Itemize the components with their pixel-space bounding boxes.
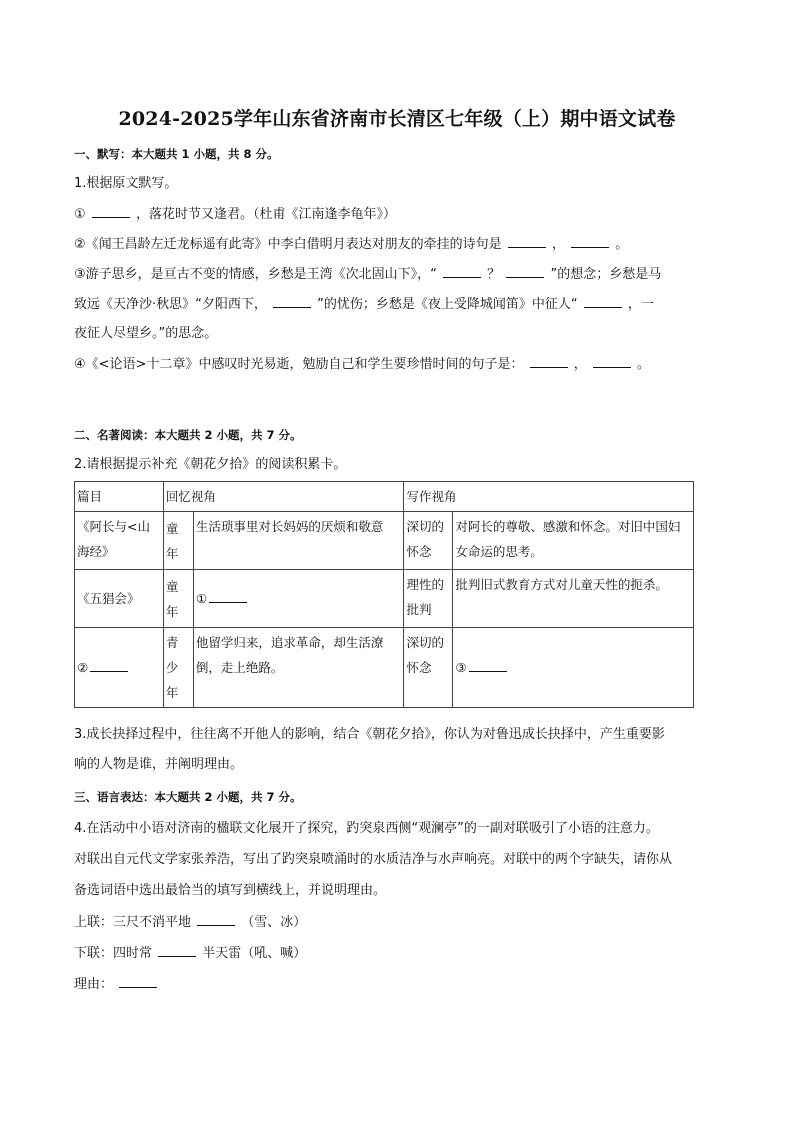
q1-line6-pre: ④《<论语>十二章》中感叹时光易逝，勉励自己和学生要珍惜时间的句子是： [74, 357, 524, 372]
table-cell [404, 570, 453, 628]
table-cell [193, 570, 404, 628]
couplet-upper [74, 913, 306, 932]
q1-line2-pre: ②《闻王昌龄左迁龙标遥有此寄》中李白借明月表达对朋友的牵挂的诗句是 [74, 237, 502, 252]
table-cell [453, 570, 694, 628]
q4-line3: 备选词语中选出最恰当的填写到横线上，并说明理由。 [74, 883, 387, 898]
table-cell [193, 628, 404, 708]
q2-stem: 2.请根据提示补充《朝花夕拾》的阅读积累卡。 [74, 457, 347, 472]
table-header-row [75, 482, 694, 512]
q1-line3-post: ”的想念；乡愁是马 [550, 267, 662, 282]
section3-heading: 三、语言表达：本大题共 2 小题，共 7 分。 [74, 790, 302, 804]
cell-text: 生活琐事里对长妈妈的厌烦和敬意 [195, 519, 384, 534]
answer-blank[interactable] [92, 205, 130, 218]
cell-text: 他留学归来，追求革命，却生活潦倒，走上绝路。 [195, 635, 384, 675]
reason-line [74, 975, 159, 994]
table-cell [404, 512, 453, 570]
answer-blank[interactable] [571, 235, 609, 248]
cell-text: ③ [455, 660, 467, 675]
answer-blank[interactable] [158, 944, 196, 957]
q1-line2 [74, 235, 628, 254]
section1-heading: 一、默写：本大题共 1 小题，共 8 分。 [74, 147, 279, 161]
cell-text: 深切的怀念 [406, 519, 444, 559]
table-row [75, 570, 694, 628]
q1-line5: 夜征人尽望乡。”的思念。 [74, 326, 218, 341]
q1-stem: 1.根据原文默写。 [74, 176, 178, 191]
couplet-lower [74, 944, 306, 963]
cell-text: 《阿长与<山海经》 [77, 519, 150, 559]
couplet-upper-post: （雪、冰） [241, 915, 307, 930]
table-cell [75, 512, 164, 570]
answer-blank[interactable] [119, 975, 157, 988]
table-cell [453, 628, 694, 708]
q3-line1: 3.成长抉择过程中，往往离不开他人的影响，结合《朝花夕拾》，你认为对鲁迅成长抉择中，产生重要影 [74, 727, 665, 742]
answer-blank[interactable] [197, 913, 235, 926]
q1-line2-mid: ， [551, 237, 565, 252]
answer-blank[interactable] [90, 659, 128, 672]
answer-blank[interactable] [593, 355, 631, 368]
table-cell [163, 512, 193, 570]
cell-text: 深切的怀念 [406, 635, 444, 675]
q4-line2: 对联出自元代文学家张养浩，写出了趵突泉喷涌时的水质洁净与水声响亮。对联中的两个字缺失，请你从 [74, 852, 673, 867]
section2-heading: 二、名著阅读：本大题共 2 小题，共 7 分。 [74, 428, 302, 442]
q1-line6-post: 。 [637, 357, 651, 372]
q1-line2-post: 。 [615, 237, 629, 252]
q1-line6 [74, 355, 650, 374]
q1-line1 [74, 205, 396, 224]
table-row [75, 512, 694, 570]
q1-line4-mid: ”的忧伤；乡愁是《夜上受降城闻笛》中征人“ [317, 297, 578, 312]
couplet-lower-pre: 下联：四时常 [74, 946, 153, 961]
table-cell [453, 512, 694, 570]
cell-text: 批判旧式教育方式对儿童天性的扼杀。 [455, 577, 668, 592]
cell-text: ① [195, 591, 208, 606]
table-cell [193, 512, 404, 570]
cell-text: 《五猖会》 [77, 591, 140, 606]
q1-line3-mid: ？ [487, 267, 501, 282]
cell-text: 青少年 [165, 635, 179, 700]
answer-blank[interactable] [273, 295, 311, 308]
cell-text: 理性的批判 [406, 577, 444, 617]
answer-blank[interactable] [506, 265, 544, 278]
q1-line4-post: ，一 [627, 297, 654, 312]
couplet-lower-post: 半天雷（吼、喊） [202, 946, 307, 961]
table-header-cell: 写作视角 [404, 482, 694, 512]
answer-blank[interactable] [584, 295, 622, 308]
cell-text: 对阿长的尊敬、感激和怀念。对旧中国妇女命运的思考。 [455, 519, 681, 559]
answer-blank[interactable] [209, 590, 247, 603]
table-cell [75, 570, 164, 628]
q4-line1: 4.在活动中小语对济南的楹联文化展开了探究，趵突泉西侧“观澜亭”的一副对联吸引了小语的注意力。 [74, 821, 659, 836]
answer-blank[interactable] [508, 235, 546, 248]
q1-line3-pre: ③游子思乡，是亘古不变的情感，乡愁是王湾《次北固山下》，“ [74, 267, 437, 282]
answer-blank[interactable] [469, 659, 507, 672]
q3-line2: 响的人物是谁，并阐明理由。 [74, 757, 244, 772]
q1-line1-post: ，落花时节又逢君。（杜甫《江南逢李龟年》） [135, 207, 396, 222]
reading-card-table [74, 481, 694, 708]
table-header-cell: 篇目 [75, 482, 164, 512]
cell-text: 童年 [165, 520, 179, 561]
table-row [75, 628, 694, 708]
reason-label: 理由： [74, 977, 114, 992]
cell-text: ② [77, 660, 89, 675]
q1-line4-pre: 致远《天净沙·秋思》“夕阳西下， [74, 297, 267, 312]
page-title: 2024-2025学年山东省济南市长清区七年级（上）期中语文试卷 [118, 108, 676, 130]
table-cell [163, 570, 193, 628]
table-cell [404, 628, 453, 708]
table-cell [75, 628, 164, 708]
answer-blank[interactable] [443, 265, 481, 278]
cell-text: 童年 [165, 578, 179, 619]
q1-line3 [74, 265, 661, 284]
q1-line1-pre: ① [74, 207, 86, 222]
table-cell [163, 628, 193, 708]
q1-line4 [74, 295, 654, 314]
answer-blank[interactable] [530, 355, 568, 368]
q1-line6-mid: ， [573, 357, 587, 372]
couplet-upper-pre: 上联：三尺不消平地 [74, 915, 192, 930]
table-header-cell: 回忆视角 [163, 482, 404, 512]
